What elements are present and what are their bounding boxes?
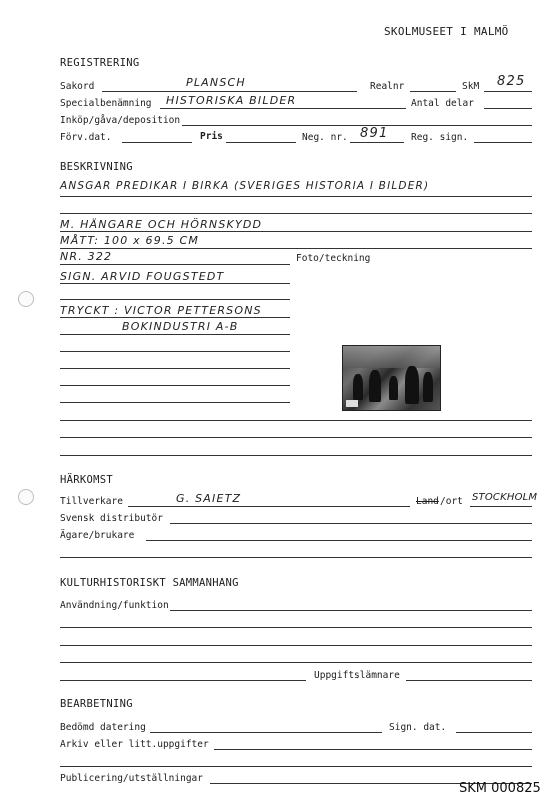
agare-brukare-label: Ägare/brukare	[60, 530, 135, 541]
tillverkare-value: G. SAIETZ	[176, 492, 242, 505]
beskrivning-line-5: SIGN. ARVID FOUGSTEDT	[60, 270, 225, 283]
beskrivning-line-3: MÅTT: 100 x 69.5 CM	[60, 234, 200, 247]
sakord-label: Sakord	[60, 81, 95, 92]
antal-delar-label: Antal delar	[411, 98, 474, 109]
neg-nr-label: Neg. nr.	[302, 132, 348, 143]
inkop-label: Inköp/gåva/deposition	[60, 115, 181, 126]
sign-dat-label: Sign. dat.	[389, 722, 447, 733]
forv-dat-label: Förv.dat.	[60, 132, 112, 143]
tillverkare-label: Tillverkare	[60, 496, 123, 507]
section-heading-kulturhistoriskt: KULTURHISTORISKT SAMMANHANG	[60, 577, 239, 589]
specialbenamning-value: HISTORISKA BILDER	[166, 94, 297, 107]
neg-nr-value: 891	[360, 126, 389, 141]
bedomd-datering-label: Bedömd datering	[60, 722, 146, 733]
museum-name: SKOLMUSEET I MALMÖ	[384, 25, 509, 38]
section-heading-harkomst: HÄRKOMST	[60, 474, 113, 486]
section-heading-beskrivning: BESKRIVNING	[60, 161, 133, 173]
beskrivning-line-2: M. HÄNGARE OCH HÖRNSKYDD	[60, 218, 263, 231]
reg-sign-label: Reg. sign.	[411, 132, 469, 143]
publicering-label: Publicering/utställningar	[60, 773, 203, 784]
anvandning-label: Användning/funktion	[60, 600, 169, 611]
section-heading-registrering: REGISTRERING	[60, 57, 140, 69]
punch-hole-bottom	[18, 489, 34, 505]
svensk-distributor-label: Svensk distributör	[60, 513, 163, 524]
beskrivning-line-1: ANSGAR PREDIKAR I BIRKA (SVERIGES HISTORIA I BILDER)	[60, 180, 430, 192]
skm-value: 825	[497, 74, 526, 89]
uppgiftslamnare-label: Uppgiftslämnare	[314, 670, 400, 681]
beskrivning-line-7: BOKINDUSTRI A-B	[122, 320, 239, 333]
ort-value: STOCKHOLM	[472, 492, 538, 503]
beskrivning-line-6: TRYCKT : VICTOR PETTERSONS	[60, 304, 262, 317]
poster-thumbnail	[342, 345, 441, 411]
sakord-value: PLANSCH	[186, 76, 246, 89]
punch-hole-top	[18, 291, 34, 307]
catalog-id: SKM 000825	[459, 781, 541, 796]
specialbenamning-label: Specialbenämning	[60, 98, 152, 109]
foto-teckning-label: Foto/teckning	[296, 253, 371, 264]
land-label: Land	[416, 496, 439, 507]
section-heading-bearbetning: BEARBETNING	[60, 698, 133, 710]
ort-label: /ort	[440, 496, 463, 507]
realnr-label: Realnr	[370, 81, 405, 92]
beskrivning-line-4: NR. 322	[60, 250, 113, 263]
pris-label: Pris	[200, 131, 223, 142]
arkiv-label: Arkiv eller litt.uppgifter	[60, 739, 209, 750]
skm-label: SkM	[462, 81, 480, 92]
